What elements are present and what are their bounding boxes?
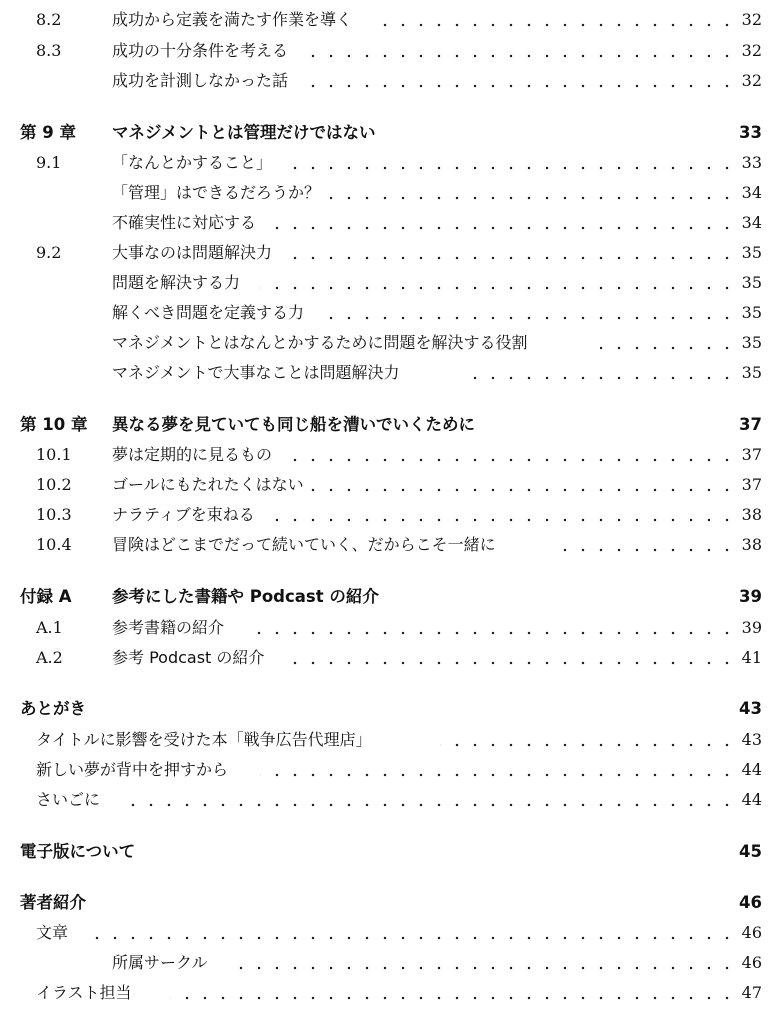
entry-title: 「管理」はできるだろうか？: [112, 178, 326, 208]
toc-entry[interactable]: [0, 36, 772, 66]
entry-title: 不確実性に対応する: [112, 208, 262, 238]
toc-entry[interactable]: [0, 613, 772, 643]
dot-leader: [170, 978, 736, 1008]
toc-entry[interactable]: [0, 470, 772, 500]
chapter-page: 37: [733, 410, 762, 440]
entry-page: 38: [736, 500, 762, 530]
entry-page: 35: [736, 298, 762, 328]
dot-leader: [460, 358, 736, 388]
entry-title: タイトルに影響を受けた本「戦争広告代理店」: [36, 725, 378, 755]
entry-title: 成功を計測しなかった話: [112, 66, 294, 96]
chapter-title: 異なる夢を見ていても同じ船を漕いでいくために: [112, 410, 481, 440]
entry-page: 41: [736, 643, 762, 673]
toc-chapter[interactable]: [0, 410, 772, 440]
toc-chapter[interactable]: [0, 888, 772, 918]
entry-page: 44: [736, 785, 762, 815]
entry-number: 10.2: [36, 475, 72, 494]
entry-title: 所属サークル: [112, 948, 214, 978]
chapter-number: 付録 A: [20, 587, 72, 606]
toc-entry[interactable]: [0, 298, 772, 328]
entry-number: 8.2: [36, 10, 62, 29]
dot-leader: [300, 36, 736, 66]
chapter-page: 45: [733, 837, 762, 867]
dot-leader: [290, 238, 736, 268]
entry-title: 新しい夢が背中を押すから: [36, 755, 234, 785]
dot-leader: [290, 643, 736, 673]
toc-entry[interactable]: [0, 328, 772, 358]
dot-leader: [230, 948, 736, 978]
entry-title: ゴールにもたれたくはない: [112, 470, 310, 500]
entry-page: 34: [736, 208, 762, 238]
entry-page: 34: [736, 178, 762, 208]
entry-page: 37: [736, 440, 762, 470]
entry-page: 33: [736, 148, 762, 178]
entry-page: 38: [736, 530, 762, 560]
toc-chapter[interactable]: [0, 694, 772, 724]
entry-title: 成功から定義を満たす作業を導く: [112, 5, 358, 35]
toc-entry[interactable]: [0, 66, 772, 96]
toc-chapter[interactable]: [0, 837, 772, 867]
entry-number: 9.2: [36, 243, 62, 262]
dot-leader: [260, 268, 736, 298]
chapter-title: あとがき: [20, 694, 92, 724]
dot-leader: [280, 148, 736, 178]
toc-entry[interactable]: [0, 725, 772, 755]
chapter-title: マネジメントとは管理だけではない: [112, 118, 382, 148]
entry-title: さいごに: [36, 785, 106, 815]
entry-title: マネジメントで大事なことは問題解決力: [112, 358, 406, 388]
entry-number: 10.1: [36, 445, 72, 464]
dot-leader: [260, 500, 736, 530]
entry-page: 47: [736, 978, 762, 1008]
toc-entry[interactable]: [0, 755, 772, 785]
chapter-page: 39: [733, 582, 762, 612]
entry-title: 大事なのは問題解決力: [112, 238, 278, 268]
entry-page: 39: [736, 613, 762, 643]
dot-leader: [290, 440, 736, 470]
dot-leader: [85, 918, 736, 948]
toc-entry[interactable]: [0, 785, 772, 815]
chapter-title: 電子版について: [20, 837, 141, 867]
entry-number: 10.4: [36, 535, 72, 554]
toc-entry[interactable]: [0, 643, 772, 673]
chapter-title: 参考にした書籍や Podcast の紹介: [112, 582, 385, 612]
entry-page: 37: [736, 470, 762, 500]
dot-leader: [330, 178, 736, 208]
toc-entry[interactable]: [0, 148, 772, 178]
entry-title: 成功の十分条件を考える: [112, 36, 294, 66]
dot-leader: [320, 298, 736, 328]
toc-entry[interactable]: [0, 268, 772, 298]
toc-entry[interactable]: [0, 208, 772, 238]
entry-number: 10.3: [36, 505, 72, 524]
dot-leader: [300, 66, 736, 96]
dot-leader: [600, 328, 736, 358]
dot-leader: [380, 5, 736, 35]
entry-title: 文章: [36, 918, 74, 948]
toc-entry[interactable]: [0, 948, 772, 978]
entry-page: 35: [736, 238, 762, 268]
dot-leader: [560, 530, 736, 560]
entry-title: 夢は定期的に見るもの: [112, 440, 278, 470]
entry-title: 参考 Podcast の紹介: [112, 643, 270, 673]
toc-entry[interactable]: [0, 5, 772, 35]
entry-page: 44: [736, 755, 762, 785]
toc-entry[interactable]: [0, 978, 772, 1008]
toc-chapter[interactable]: [0, 118, 772, 148]
dot-leader: [250, 613, 736, 643]
entry-title: イラスト担当: [36, 978, 138, 1008]
entry-number: A.1: [36, 618, 63, 637]
dot-leader: [310, 470, 736, 500]
toc-entry[interactable]: [0, 500, 772, 530]
entry-title: 解くべき問題を定義する力: [112, 298, 310, 328]
entry-page: 43: [736, 725, 762, 755]
chapter-page: 33: [733, 118, 762, 148]
toc-entry[interactable]: [0, 530, 772, 560]
entry-title: 「なんとかすること」: [112, 148, 278, 178]
chapter-number: 第 10 章: [20, 415, 88, 434]
entry-title: ナラティブを束ねる: [112, 500, 261, 530]
chapter-number: 第 9 章: [20, 123, 76, 142]
entry-page: 35: [736, 358, 762, 388]
entry-page: 32: [736, 5, 762, 35]
entry-number: A.2: [36, 648, 63, 667]
entry-title: マネジメントとはなんとかするために問題を解決する役割: [112, 328, 534, 358]
entry-title: 問題を解決する力: [112, 268, 246, 298]
dot-leader: [120, 785, 736, 815]
entry-number: 8.3: [36, 41, 62, 60]
toc-entry[interactable]: [0, 918, 772, 948]
dot-leader: [260, 755, 736, 785]
entry-page: 32: [736, 36, 762, 66]
chapter-page: 43: [733, 694, 762, 724]
toc-chapter[interactable]: [0, 582, 772, 612]
entry-page: 35: [736, 268, 762, 298]
chapter-title: 著者紹介: [20, 888, 92, 918]
entry-page: 46: [736, 918, 762, 948]
toc-entry[interactable]: [0, 358, 772, 388]
entry-page: 46: [736, 948, 762, 978]
dot-leader: [270, 208, 736, 238]
entry-title: 参考書籍の紹介: [112, 613, 230, 643]
chapter-page: 46: [733, 888, 762, 918]
toc-entry[interactable]: [0, 440, 772, 470]
entry-page: 35: [736, 328, 762, 358]
toc-entry[interactable]: [0, 178, 772, 208]
entry-number: 9.1: [36, 153, 62, 172]
entry-title: 冒険はどこまでだって続いていく、だからこそ一緒に: [112, 530, 502, 560]
toc-entry[interactable]: [0, 238, 772, 268]
dot-leader: [440, 725, 736, 755]
entry-page: 32: [736, 66, 762, 96]
